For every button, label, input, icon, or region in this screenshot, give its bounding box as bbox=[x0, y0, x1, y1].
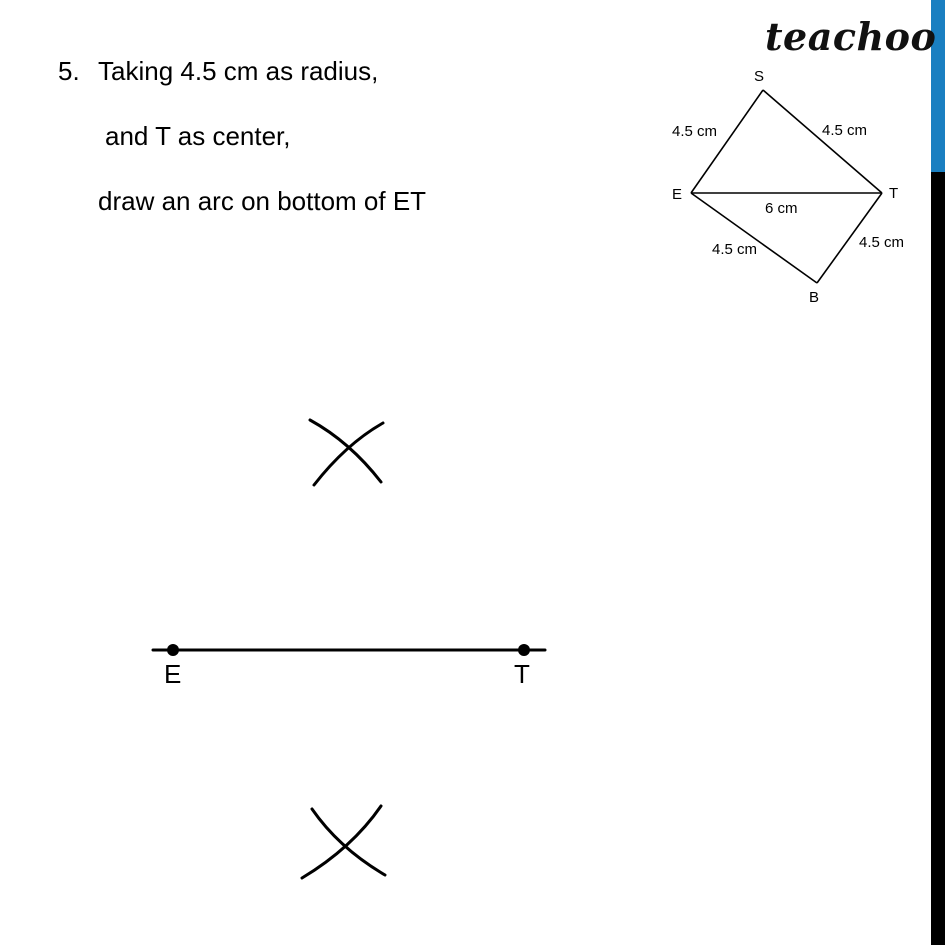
vertex-label-S: S bbox=[754, 68, 765, 85]
point-label-E: E bbox=[164, 659, 182, 689]
edge-label-ES: 4.5 cm bbox=[672, 123, 718, 140]
edge-ES bbox=[691, 90, 763, 193]
edge-ST bbox=[763, 90, 882, 193]
vertex-label-B: B bbox=[809, 289, 820, 306]
vertex-label-E: E bbox=[672, 186, 683, 203]
edge-EB bbox=[691, 193, 817, 283]
step-number: 5. bbox=[58, 56, 80, 86]
edge-label-BT: 4.5 cm bbox=[859, 234, 905, 251]
brand-logo: teachoo bbox=[765, 14, 937, 59]
point-E bbox=[167, 644, 179, 656]
edge-label-EB: 4.5 cm bbox=[712, 241, 758, 258]
instruction-line-1: Taking 4.5 cm as radius, bbox=[98, 56, 379, 86]
construction bbox=[153, 420, 545, 878]
point-T bbox=[518, 644, 530, 656]
vertex-label-T: T bbox=[889, 185, 899, 202]
edge-label-ST: 4.5 cm bbox=[822, 122, 868, 139]
upper-arc-2 bbox=[314, 423, 383, 485]
edge-label-ET: 6 cm bbox=[765, 200, 798, 217]
instruction-line-3: draw an arc on bottom of ET bbox=[98, 186, 427, 216]
point-label-T: T bbox=[514, 659, 530, 689]
instruction-line-2: and T as center, bbox=[105, 121, 291, 151]
